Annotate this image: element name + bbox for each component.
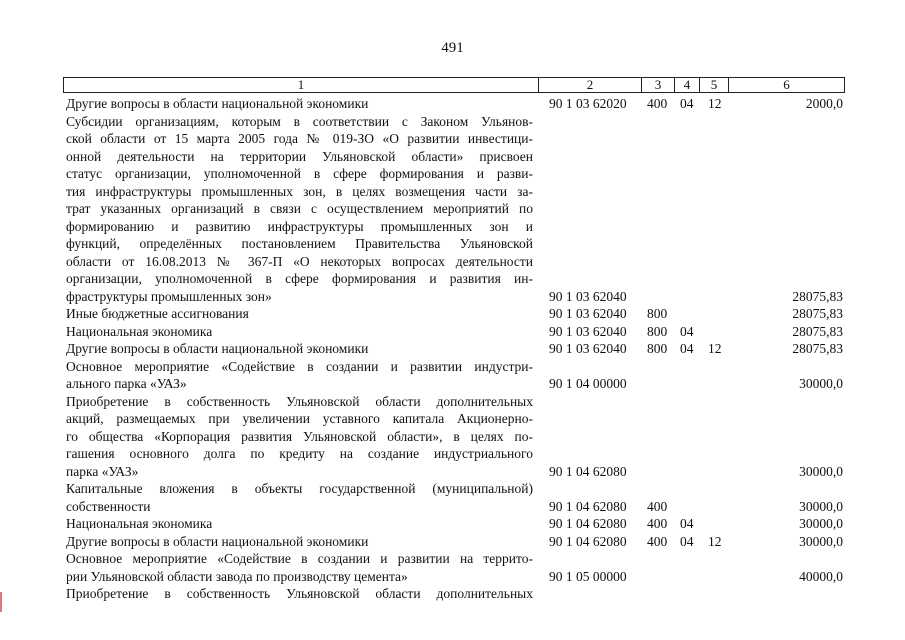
description-line: ального парка «УАЗ»	[66, 376, 187, 391]
description-line: Основное мероприятие «Содействие в создании и развитии индустри-	[66, 358, 533, 374]
row-code: 90 1 05 00000	[549, 568, 627, 584]
row-code: 90 1 03 62040	[549, 288, 627, 304]
row-amount: 40000,0	[799, 568, 843, 584]
description-line: ской области от 15 марта 2005 года № 019-ЗО «О развитии инвестици-	[66, 131, 533, 146]
row-description	[66, 480, 533, 515]
row-amount: 28075,83	[792, 288, 843, 304]
table-header	[63, 77, 845, 93]
description-line: парка «УАЗ»	[66, 463, 139, 479]
row-description	[66, 95, 533, 113]
row-expense-type: 800	[647, 306, 668, 321]
page-number: 491	[441, 40, 464, 56]
row-code: 90 1 04 62080	[549, 463, 627, 479]
row-code: 90 1 04 62080	[549, 533, 627, 549]
row-description	[66, 550, 533, 585]
row-section: 04	[680, 323, 694, 339]
description-line: тия инфраструктуры промышленных зон, в целях возмещения части за-	[66, 183, 533, 199]
row-description	[66, 515, 533, 533]
row-subsection: 12	[708, 533, 722, 549]
description-line: собственности	[66, 498, 151, 514]
row-expense-type: 800	[647, 323, 668, 339]
description-line: онной деятельности на территории Ульяновской области» присвоен	[66, 148, 533, 164]
row-subsection: 12	[708, 96, 722, 111]
description-line: го общества «Корпорация развития Ульяновской области», в целях по-	[66, 428, 533, 444]
description-line: гашения основного долга по кредиту на создание индустриального	[66, 446, 533, 461]
row-description	[66, 113, 533, 306]
description-line: Национальная экономика	[66, 516, 213, 531]
row-section: 04	[680, 533, 694, 549]
row-code: 90 1 03 62020	[549, 96, 627, 111]
description-line: Иные бюджетные ассигнования	[66, 306, 249, 321]
description-line: организации, уполномоченной в сфере формирования и развития ин-	[66, 271, 533, 286]
description-line: трат указанных организаций в связи с осуществлением мероприятий по	[66, 201, 533, 216]
row-description	[66, 340, 533, 358]
edge-marker	[0, 592, 2, 612]
row-amount: 28075,83	[792, 306, 843, 321]
row-code: 90 1 03 62040	[549, 306, 627, 321]
description-line: рии Ульяновской области завода по производству цемента»	[66, 568, 408, 584]
row-description	[66, 533, 533, 551]
header-col-1: 1	[297, 77, 305, 92]
header-col-2: 2	[538, 78, 641, 92]
row-amount: 2000,0	[805, 96, 843, 111]
description-line: статус организации, уполномоченной в сфере формирования и разви-	[66, 166, 533, 181]
description-line: Другие вопросы в области национальной экономики	[66, 96, 369, 111]
row-amount: 30000,0	[799, 498, 843, 514]
row-expense-type: 400	[647, 533, 668, 549]
row-description	[66, 358, 533, 393]
row-section: 04	[680, 516, 694, 531]
description-line: функций, определённых постановлением Правительства Ульяновской	[66, 236, 533, 251]
row-section: 04	[680, 96, 694, 111]
row-amount: 30000,0	[799, 463, 843, 479]
description-line: Основное мероприятие «Содействие в создании и развитии на террито-	[66, 551, 533, 566]
row-subsection: 12	[708, 341, 722, 356]
description-line: Субсидии организациям, которым в соответствии с Законом Ульянов-	[66, 113, 533, 129]
row-description	[66, 393, 533, 481]
row-code: 90 1 04 62080	[549, 516, 627, 531]
row-expense-type: 400	[647, 96, 668, 111]
description-line: Другие вопросы в области национальной экономики	[66, 533, 369, 549]
row-expense-type: 400	[647, 498, 668, 514]
description-line: Национальная экономика	[66, 323, 213, 339]
row-code: 90 1 04 62080	[549, 498, 627, 514]
description-line: Приобретение в собственность Ульяновской области дополнительных	[66, 393, 533, 409]
description-line: акций, размещаемых при увеличении уставного капитала Акционерно-	[66, 411, 533, 426]
row-expense-type: 800	[647, 341, 668, 356]
header-col-5: 5	[699, 78, 728, 92]
description-line: Приобретение в собственность Ульяновской области дополнительных	[66, 586, 533, 601]
description-line: области от 16.08.2013 № 367-П «О некоторых вопросах деятельности	[66, 253, 533, 269]
row-code: 90 1 04 00000	[549, 376, 627, 391]
row-section: 04	[680, 341, 694, 356]
description-line: Другие вопросы в области национальной экономики	[66, 341, 369, 356]
row-description	[66, 323, 533, 341]
description-line: фраструктуры промышленных зон»	[66, 288, 272, 304]
description-line: формированию и развитию инфраструктуры промышленных зон и	[66, 218, 533, 234]
description-line: Капитальные вложения в объекты государственной (муниципальной)	[66, 481, 533, 496]
row-expense-type: 400	[647, 516, 668, 531]
row-code: 90 1 03 62040	[549, 341, 627, 356]
row-amount: 30000,0	[799, 376, 843, 391]
header-col-6: 6	[728, 78, 844, 92]
row-amount: 28075,83	[792, 341, 843, 356]
header-col-4: 4	[674, 78, 699, 92]
row-amount: 30000,0	[799, 533, 843, 549]
header-col-3: 3	[641, 78, 674, 92]
row-description	[66, 585, 533, 603]
row-code: 90 1 03 62040	[549, 323, 627, 339]
row-amount: 28075,83	[792, 323, 843, 339]
row-description	[66, 305, 533, 323]
row-amount: 30000,0	[799, 516, 843, 531]
